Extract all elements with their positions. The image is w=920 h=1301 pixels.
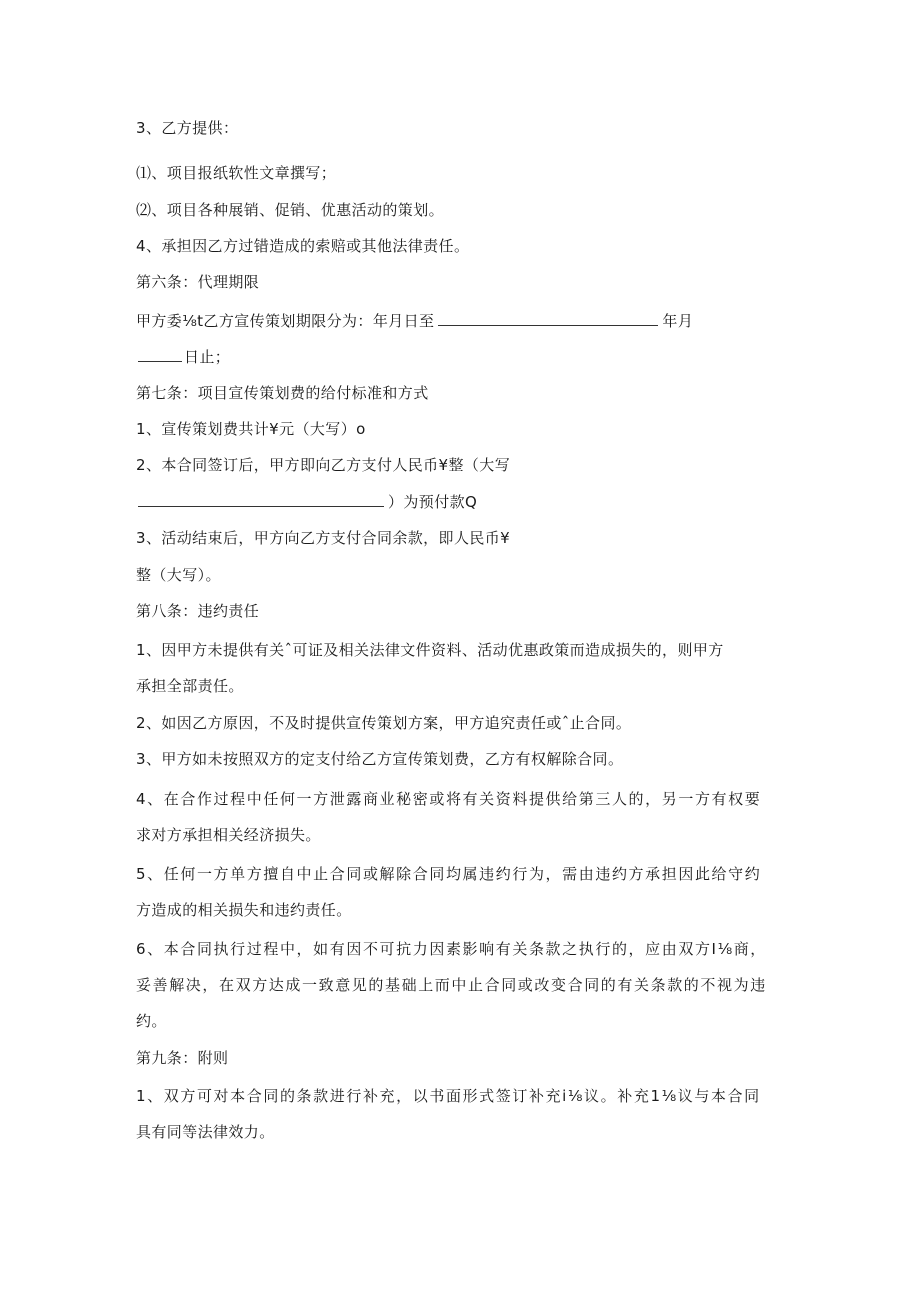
breach-6-cont: 妥善解决，在双方达成一致意见的基础上而中止合同或改变合同的有关条款的不视为违	[136, 976, 767, 994]
appendix-1-cont: 具有同等法律效力。	[136, 1123, 275, 1141]
breach-2: 2、如因乙方原因，不及时提供宣传策划方案，甲方追究责任或ˆ止合同。	[136, 714, 632, 732]
clause-3-heading: 3、乙方提供：	[136, 119, 239, 137]
article-8-title: 第八条：违约责任	[136, 602, 260, 620]
fee-balance-line-2: 整（大写）。	[136, 566, 221, 584]
clause-4: 4、承担因乙方过错造成的索赔或其他法律责任。	[136, 237, 470, 255]
agency-period-line	[136, 311, 693, 331]
agency-period-end-text: 日止；	[184, 348, 231, 366]
blank-advance-amount	[138, 492, 384, 507]
blank-end-date	[438, 311, 658, 326]
breach-5: 5、任何一方单方擅自中止合同或解除合同均属违约行为，需由违约方承担因此给守约	[136, 865, 762, 883]
fee-balance: 3、活动结束后，甲方向乙方支付合同余款，即人民币¥	[136, 529, 511, 547]
agency-period-text: 甲方委⅛t乙方宣传策划期限分为：年月日至	[136, 312, 435, 330]
breach-4-cont: 求对方承担相关经济损失。	[136, 826, 321, 844]
appendix-1: 1、双方可对本合同的条款进行补充，以书面形式签订补充i⅛议。补充1⅛议与本合同	[136, 1087, 761, 1105]
breach-4: 4、在合作过程中任何一方泄露商业秘密或将有关资料提供给第三人的，另一方有权要	[136, 790, 762, 808]
fee-total: 1、宣传策划费共计¥元（大写）o	[136, 420, 366, 438]
breach-6: 6、本合同执行过程中，如有因不可抗力因素影响有关条款之执行的，应由双方Ⅰ⅛商，	[136, 940, 767, 958]
article-9-title: 第九条：附则	[136, 1049, 229, 1067]
breach-1: 1、因甲方未提供有关ˆ可证及相关法律文件资料、活动优惠政策而造成损失的，则甲方	[136, 641, 724, 659]
agency-period-end-line	[138, 347, 230, 367]
agency-period-suffix: 年月	[662, 312, 694, 330]
article-6-title: 第六条：代理期限	[136, 273, 260, 291]
clause-3-item-2: ⑵、项目各种展销、促销、优惠活动的策划。	[136, 201, 445, 219]
breach-6-cont-2: 约。	[136, 1012, 167, 1030]
fee-advance-suffix: ）为预付款Q	[388, 493, 478, 511]
article-7-title: 第七条：项目宣传策划费的给付标准和方式	[136, 384, 429, 402]
breach-5-cont: 方造成的相关损失和违约责任。	[136, 901, 352, 919]
fee-advance: 2、本合同签订后，甲方即向乙方支付人民币¥整（大写	[136, 456, 511, 474]
fee-advance-line-2	[138, 492, 477, 512]
blank-end-day	[138, 347, 182, 362]
breach-1-cont: 承担全部责任。	[136, 677, 244, 695]
breach-3: 3、甲方如未按照双方的定支付给乙方宣传策划费，乙方有权解除合同。	[136, 750, 624, 768]
clause-3-item-1: ⑴、项目报纸软性文章撰写；	[136, 164, 337, 182]
